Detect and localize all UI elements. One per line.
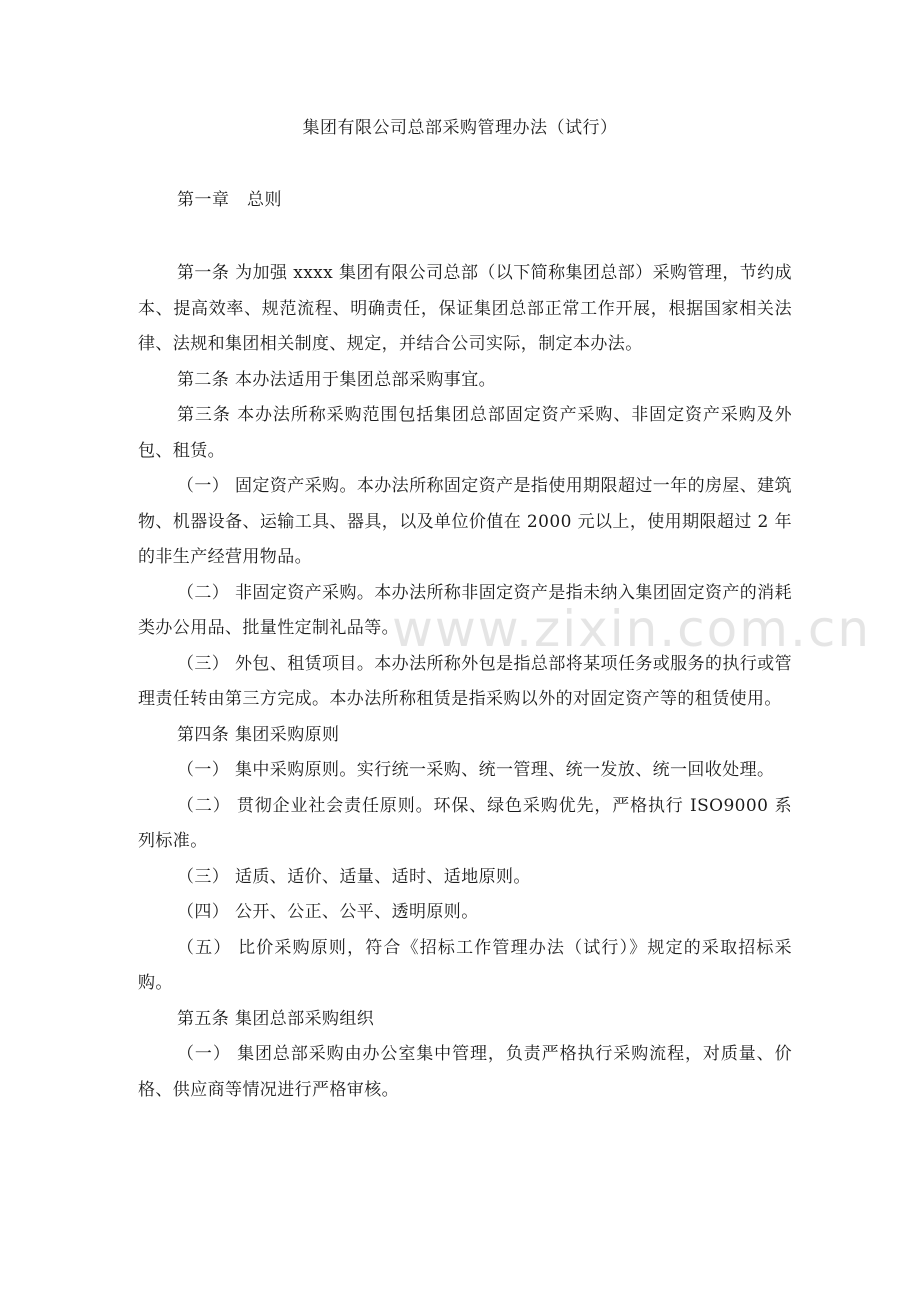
- article-3-item-2: （二） 非固定资产采购。本办法所称非固定资产是指未纳入集团固定资产的消耗类办公用品、批量性定制礼品等。: [138, 582, 792, 638]
- article-4-item-2: （二） 贯彻企业社会责任原则。环保、绿色采购优先，严格执行 ISO9000 系列标准。: [138, 795, 792, 851]
- document-body: [138, 256, 792, 1108]
- article-4-item-3: （三） 适质、适价、适量、适时、适地原则。: [177, 866, 531, 887]
- article-3-item-3: （三） 外包、租赁项目。本办法所称外包是指总部将某项任务或服务的执行或管理责任转由第三方完成。本办法所称租赁是指采购以外的对固定资产等的租赁使用。: [138, 653, 792, 709]
- article-3-item-1: （一） 固定资产采购。本办法所称固定资产是指使用期限超过一年的房屋、建筑物、机器设备、运输工具、器具，以及单位价值在 2000 元以上，使用期限超过 2 年的非生产经营用物品。: [138, 476, 792, 567]
- article-3: 第三条 本办法所称采购范围包括集团总部固定资产采购、非固定资产采购及外包、租赁。: [138, 405, 792, 461]
- watermark: www.zixin.com.cn: [392, 600, 872, 658]
- article-4: 第四条 集团采购原则: [177, 724, 340, 745]
- article-4-item-4: （四） 公开、公正、公平、透明原则。: [177, 902, 479, 922]
- article-1: 第一条 为加强 xxxx 集团有限公司总部（以下简称集团总部）采购管理，节约成本、提高效率、规范流程、明确责任，保证集团总部正常工作开展，根据国家相关法律、法规和集团相关制度、规定，并结合公司实际，制定本办法。: [138, 263, 792, 354]
- chapter-heading: 第一章 总则: [177, 190, 282, 210]
- article-5-item-1: （一） 集团总部采购由办公室集中管理，负责严格执行采购流程，对质量、价格、供应商等情况进行严格审核。: [138, 1044, 792, 1100]
- document-title: 集团有限公司总部采购管理办法（试行）: [302, 118, 618, 138]
- article-4-item-5: （五） 比价采购原则，符合《招标工作管理办法（试行）》规定的采取招标采购。: [138, 937, 792, 993]
- article-2: 第二条 本办法适用于集团总部采购事宜。: [177, 369, 497, 390]
- article-5: 第五条 集团总部采购组织: [177, 1008, 375, 1029]
- article-4-item-1: （一） 集中采购原则。实行统一采购、统一管理、统一发放、统一回收处理。: [177, 760, 775, 780]
